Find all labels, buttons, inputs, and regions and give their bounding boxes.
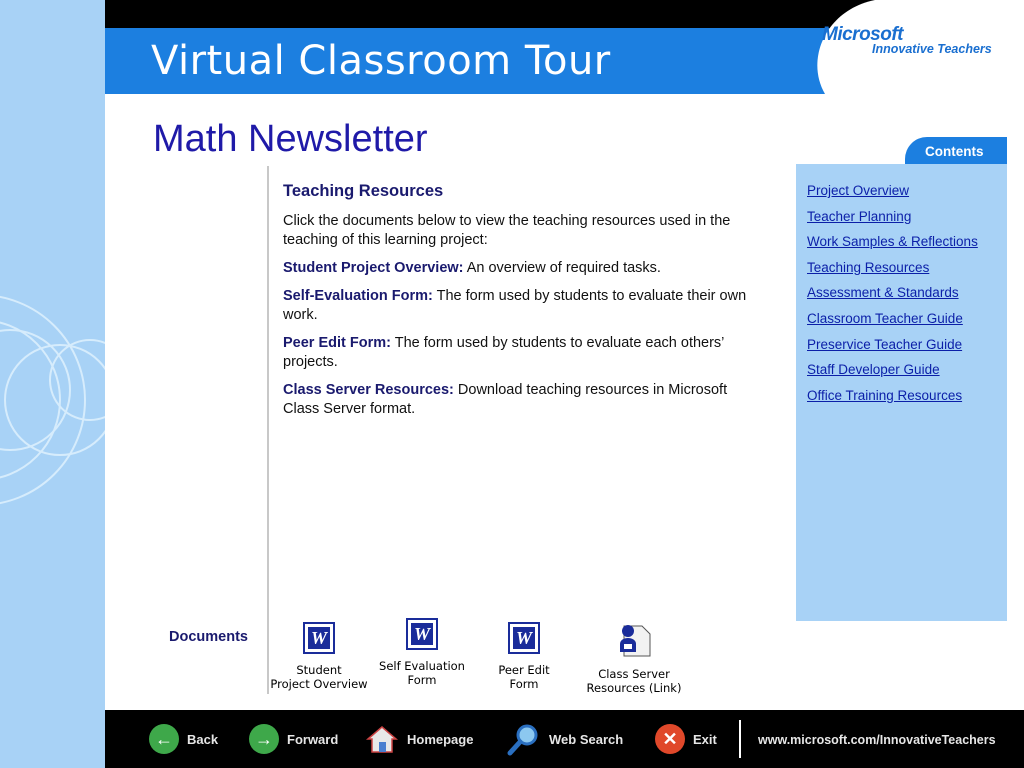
doc-self-evaluation-form[interactable] xyxy=(372,618,472,687)
contents-link-office-training[interactable]: Office Training Resources xyxy=(807,387,963,403)
doc-label: Peer Edit Form xyxy=(498,663,550,691)
word-document-icon: W xyxy=(508,622,540,654)
forward-label: Forward xyxy=(287,731,339,747)
web-search-button[interactable] xyxy=(507,722,623,756)
doc-student-project-overview[interactable] xyxy=(269,622,369,691)
resource-term: Self-Evaluation Form: xyxy=(283,288,433,304)
left-decorative-strip xyxy=(0,0,105,768)
forward-arrow-icon: → xyxy=(249,724,279,754)
contents-link-work-samples[interactable]: Work Samples & Reflections xyxy=(807,234,978,250)
main-content xyxy=(283,182,748,428)
footer-url-link[interactable]: www.microsoft.com/InnovativeTeachers xyxy=(758,733,996,747)
doc-class-server-resources[interactable] xyxy=(584,622,684,695)
homepage-button[interactable] xyxy=(365,722,473,756)
contents-link-project-overview[interactable]: Project Overview xyxy=(807,183,910,198)
contents-item xyxy=(807,285,978,311)
contents-link-preservice-teacher-guide[interactable]: Preservice Teacher Guide xyxy=(807,336,963,352)
homepage-label: Homepage xyxy=(407,731,474,747)
house-icon xyxy=(365,724,399,754)
contents-panel xyxy=(796,164,1007,621)
resource-desc: Download teaching resources in Microsoft Class Server format. xyxy=(283,382,728,417)
content-divider xyxy=(267,166,269,694)
contents-item xyxy=(807,311,978,337)
back-arrow-icon: ← xyxy=(149,724,179,754)
logo-subtitle: Innovative Teachers xyxy=(872,42,992,56)
magnifier-icon xyxy=(507,722,541,756)
contents-item xyxy=(807,388,978,414)
close-icon: ✕ xyxy=(655,724,685,754)
contents-item xyxy=(807,260,978,286)
contents-link-teaching-resources[interactable]: Teaching Resources xyxy=(807,259,930,275)
contents-link-staff-developer-guide[interactable]: Staff Developer Guide xyxy=(807,362,940,378)
decorative-circles xyxy=(0,0,105,768)
header-banner xyxy=(105,24,1024,94)
contents-link-assessment[interactable]: Assessment & Standards xyxy=(807,285,959,301)
contents-item xyxy=(807,362,978,388)
page-title: Math Newsletter xyxy=(153,118,428,160)
microsoft-logo: Microsoft xyxy=(822,24,903,45)
back-label: Back xyxy=(187,731,219,747)
contents-tab-label: Contents xyxy=(925,144,984,159)
resource-term: Student Project Overview: xyxy=(283,260,464,276)
resource-description xyxy=(283,287,748,325)
contents-list xyxy=(807,183,978,413)
nav-separator xyxy=(739,720,741,758)
contents-link-teacher-planning[interactable]: Teacher Planning xyxy=(807,208,912,224)
header-title: Virtual Classroom Tour xyxy=(151,38,611,84)
resource-desc: The form used by students to evaluate each others’ projects. xyxy=(283,335,724,370)
word-document-icon: W xyxy=(303,622,335,654)
contents-item xyxy=(807,234,978,260)
resource-desc: The form used by students to evaluate their own work. xyxy=(283,288,747,323)
resource-term: Class Server Resources: xyxy=(283,382,454,398)
contents-link-classroom-teacher-guide[interactable]: Classroom Teacher Guide xyxy=(807,310,963,326)
resource-desc: An overview of required tasks. xyxy=(463,260,661,276)
doc-peer-edit-form[interactable] xyxy=(474,622,574,691)
forward-button[interactable] xyxy=(249,722,338,756)
doc-label: Student Project Overview xyxy=(270,663,368,691)
resource-term: Peer Edit Form: xyxy=(283,335,391,351)
doc-label: Class Server Resources (Link) xyxy=(586,667,682,695)
intro-text: Click the documents below to view the teaching resources used in the teaching of this learning project: xyxy=(283,213,731,248)
resource-description xyxy=(283,259,748,278)
exit-button[interactable] xyxy=(655,722,717,756)
contents-item xyxy=(807,337,978,363)
contents-item xyxy=(807,183,978,209)
back-button[interactable] xyxy=(149,722,218,756)
class-server-icon xyxy=(616,622,652,658)
contents-tab xyxy=(905,137,1007,165)
resource-description xyxy=(283,381,748,419)
resource-description xyxy=(283,334,748,372)
exit-label: Exit xyxy=(693,731,717,747)
documents-label: Documents xyxy=(169,629,248,645)
web-search-label: Web Search xyxy=(549,731,624,747)
contents-item xyxy=(807,209,978,235)
section-heading: Teaching Resources xyxy=(283,182,444,200)
doc-label: Self Evaluation Form xyxy=(379,659,465,687)
bottom-nav-bar xyxy=(105,710,1024,768)
word-document-icon: W xyxy=(406,618,438,650)
